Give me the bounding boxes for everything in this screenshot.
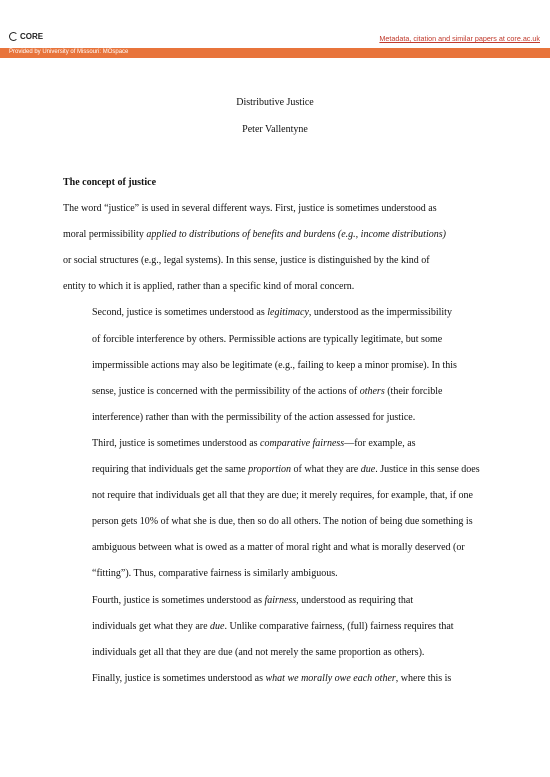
core-header <box>0 0 550 58</box>
text-segment: Finally, justice is sometimes understood as <box>92 672 266 684</box>
text-segment: of what they are <box>291 464 361 476</box>
text-line <box>63 431 491 457</box>
text-line <box>63 222 491 248</box>
text-line <box>63 483 491 509</box>
italic-term: what we morally owe each other <box>265 672 396 684</box>
text-segment: —for example, as <box>344 437 416 449</box>
text-segment: or social structures (e.g., legal systems). In this sense, justice is distinguished by the kind of <box>63 255 430 267</box>
text-line <box>63 640 491 666</box>
italic-term: applied to distributions of benefits and burdens (e.g., income distributions) <box>143 229 446 241</box>
text-segment: interference) rather than with the permissibility of the action assessed for justice. <box>92 411 416 423</box>
italic-term: fairness <box>264 594 297 606</box>
text-line <box>63 327 491 353</box>
text-line <box>63 353 491 379</box>
text-segment: person gets 10% of what she is due, then so do all others. The notion of being due something is <box>92 516 473 528</box>
paragraph-3 <box>63 431 491 588</box>
section-heading: The concept of justice <box>63 177 157 188</box>
text-segment: individuals get all that they are due (and not merely the same proportion as others). <box>92 646 425 658</box>
text-segment: impermissible actions may also be legitimate (e.g., failing to keep a minor promise). In this <box>92 359 457 371</box>
text-segment: “fitting”). Thus, comparative fairness is similarly ambiguous. <box>92 568 338 580</box>
italic-term: due <box>210 620 225 632</box>
text-segment: , where this is <box>395 672 452 684</box>
text-line <box>63 248 491 274</box>
text-segment: not require that individuals get all that they are due; it merely requires, for example, that, if one <box>92 490 473 502</box>
text-line <box>63 300 491 326</box>
italic-term: comparative fairness <box>260 437 345 449</box>
text-line <box>63 614 491 640</box>
italic-term: due <box>360 464 376 476</box>
text-segment: . Unlike comparative fairness, (full) fairness requires that <box>224 620 454 632</box>
core-logo-text: CORE <box>20 32 44 41</box>
text-segment: individuals get what they are <box>92 620 211 632</box>
text-line <box>63 379 491 405</box>
text-segment: The word “justice” is used in several different ways. First, justice is sometimes understood as <box>63 203 437 215</box>
text-segment: moral permissibility <box>63 229 144 241</box>
core-metadata-link[interactable]: Metadata, citation and similar papers at core.ac.uk <box>379 34 540 43</box>
text-line <box>63 509 491 535</box>
paragraph-5 <box>63 666 491 692</box>
italic-term: legitimacy <box>267 307 309 319</box>
text-line <box>63 196 491 222</box>
text-segment: requiring that individuals get the same <box>92 464 249 476</box>
italic-term: proportion <box>248 464 292 476</box>
text-line <box>63 535 491 561</box>
text-line <box>63 561 491 587</box>
text-segment: ambiguous between what is owed as a matter of moral right and what is morally deserved (or <box>92 542 465 554</box>
text-line <box>63 405 491 431</box>
text-segment: Third, justice is sometimes understood as <box>92 437 261 449</box>
text-line <box>63 274 491 300</box>
paper-body <box>63 170 491 692</box>
text-segment: Second, justice is sometimes understood as <box>92 307 268 319</box>
text-line <box>63 457 491 483</box>
text-segment: Fourth, justice is sometimes understood as <box>92 594 265 606</box>
core-logo[interactable] <box>9 32 43 41</box>
paragraph-1 <box>63 196 491 300</box>
text-line <box>63 588 491 614</box>
text-segment: (their forcible <box>384 385 443 397</box>
italic-term: others <box>359 385 385 397</box>
provided-by-text: Provided by University of Missouri: MOspace <box>9 49 129 55</box>
paragraph-2 <box>63 300 491 430</box>
text-segment: sense, justice is concerned with the permissibility of the actions of <box>92 385 360 397</box>
provided-by-bar <box>0 48 550 58</box>
paper-author: Peter Vallentyne <box>242 124 308 135</box>
paragraph-4 <box>63 588 491 666</box>
core-logo-icon <box>9 32 18 41</box>
paper-title: Distributive Justice <box>236 97 314 108</box>
text-segment: , understood as the impermissibility <box>308 307 452 319</box>
text-segment: entity to which it is applied, rather than a specific kind of moral concern. <box>63 281 355 293</box>
text-segment: of forcible interference by others. Permissible actions are typically legitimate, but some <box>92 333 443 345</box>
text-segment: , understood as requiring that <box>296 594 414 606</box>
text-line <box>63 666 491 692</box>
text-segment: . Justice in this sense does <box>375 464 480 476</box>
